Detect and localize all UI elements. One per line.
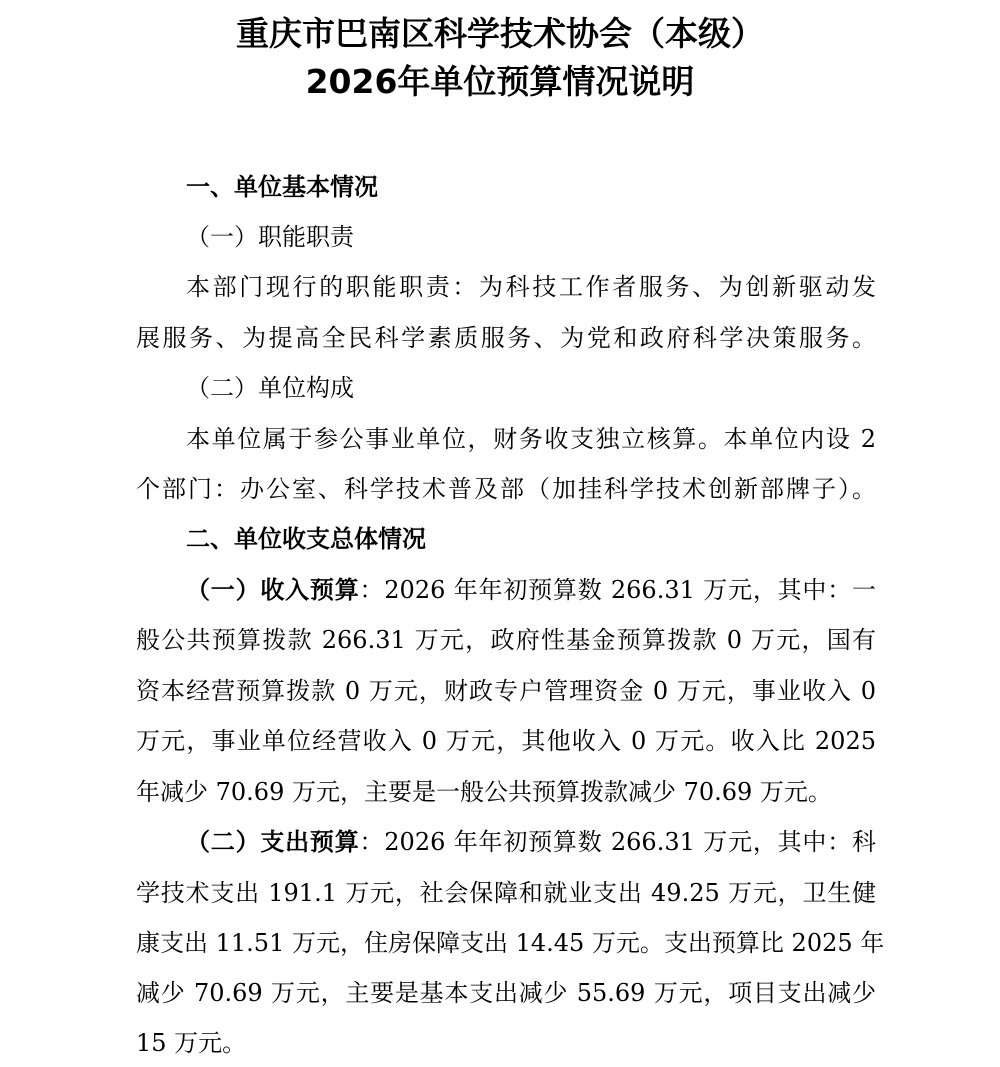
section1-sub1-heading: （一）职能职责 <box>186 223 354 251</box>
income-label: （一）收入预算 <box>186 576 360 604</box>
section2-heading: 二、单位收支总体情况 <box>186 525 426 553</box>
section1-sub2-line1: 本单位属于参公事业单位，财务收支独立核算。本单位内设 2 <box>186 425 876 453</box>
income-paragraph-line4: 万元，事业单位经营收入 0 万元，其他收入 0 万元。收入比 2025 <box>136 727 876 755</box>
income-paragraph-line1 <box>186 575 876 605</box>
section1-sub2-line2: 个部门：办公室、科学技术普及部（加挂科学技术创新部牌子）。 <box>136 475 876 503</box>
expense-paragraph-line5: 15 万元。 <box>136 1029 247 1057</box>
section1-sub1-line1: 本部门现行的职能职责：为科技工作者服务、为创新驱动发 <box>186 273 876 301</box>
expense-label: （二）支出预算 <box>186 828 360 856</box>
income-paragraph-line3: 资本经营预算拨款 0 万元，财政专户管理资金 0 万元，事业收入 0 <box>136 677 876 705</box>
expense-paragraph-line1 <box>186 827 876 857</box>
income-paragraph-line2: 般公共预算拨款 266.31 万元，政府性基金预算拨款 0 万元，国有 <box>136 626 876 654</box>
expense-paragraph-line4: 减少 70.69 万元，主要是基本支出减少 55.69 万元，项目支出减少 <box>136 979 876 1007</box>
income-paragraph-line5: 年减少 70.69 万元，主要是一般公共预算拨款减少 70.69 万元。 <box>136 778 832 806</box>
income-line1-text: ：2026 年年初预算数 266.31 万元，其中：一 <box>359 576 876 604</box>
document-title-line2: 2026年单位预算情况说明 <box>305 62 695 101</box>
expense-line1-text: ：2026 年年初预算数 266.31 万元，其中：科 <box>359 828 876 856</box>
document-title-line1: 重庆市巴南区科学技术协会（本级） <box>236 14 764 53</box>
expense-paragraph-line2: 学技术支出 191.1 万元，社会保障和就业支出 49.25 万元，卫生健 <box>136 879 876 907</box>
section1-sub1-line2: 展服务、为提高全民科学素质服务、为党和政府科学决策服务。 <box>136 324 876 352</box>
section1-heading: 一、单位基本情况 <box>186 173 378 201</box>
section1-sub2-heading: （二）单位构成 <box>186 374 354 402</box>
expense-paragraph-line3: 康支出 11.51 万元，住房保障支出 14.45 万元。支出预算比 2025 年 <box>136 929 885 957</box>
